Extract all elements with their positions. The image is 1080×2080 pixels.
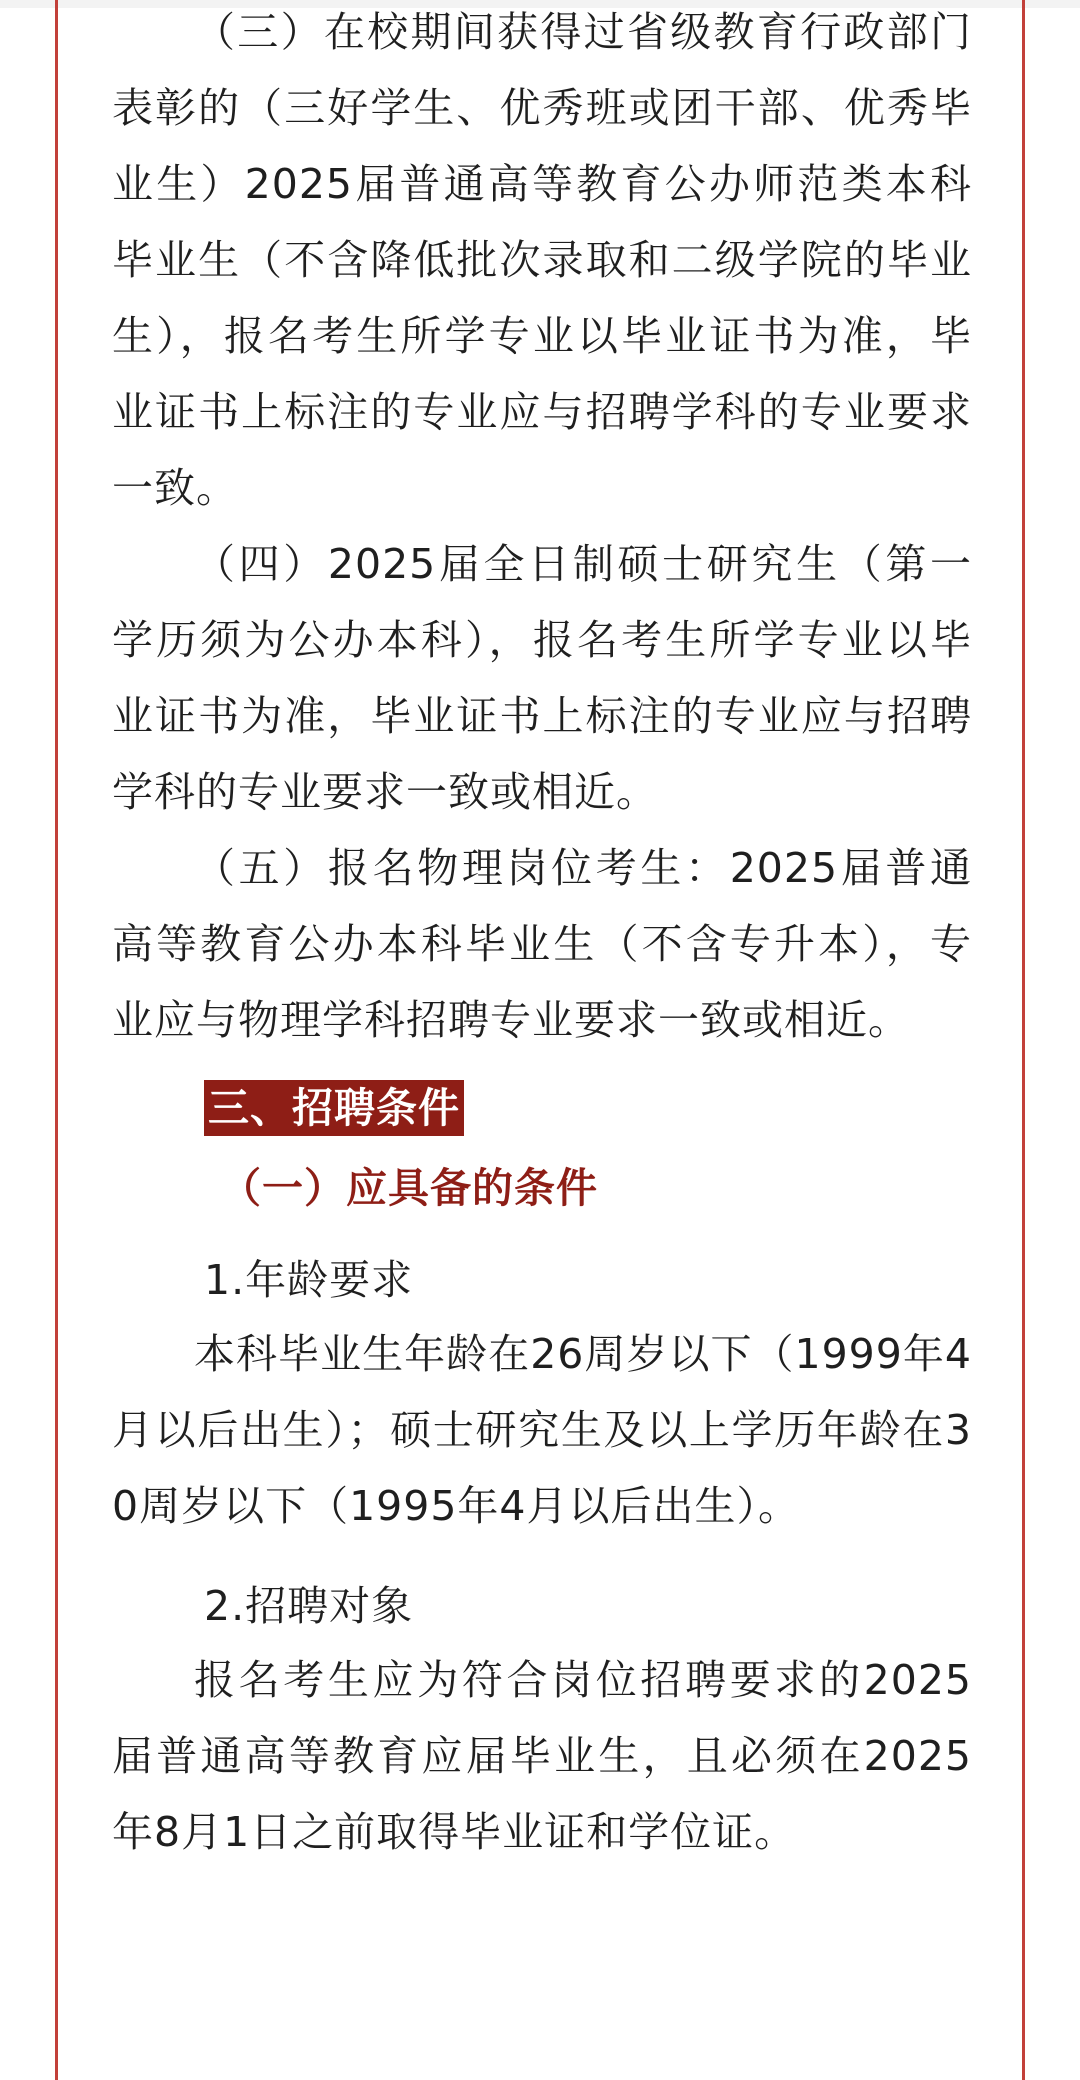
- section-heading: 三、招聘条件: [204, 1080, 464, 1136]
- paragraph-5: （五）报名物理岗位考生：2025届普通高等教育公办本科毕业生（不含专升本），专业应与物理学科招聘专业要求一致或相近。: [112, 844, 972, 1044]
- item-text-target: 报名考生应为符合岗位招聘要求的2025届普通高等教育应届毕业生，且必须在2025年8月1日之前取得毕业证和学位证。: [112, 1656, 972, 1856]
- item-text-age: 本科毕业生年龄在26周岁以下（1999年4月以后出生）；硕士研究生及以上学历年龄在30周岁以下（1995年4月以后出生）。: [112, 1330, 972, 1530]
- sub-heading: （一）应具备的条件: [220, 1164, 598, 1212]
- right-border-line: [1022, 0, 1025, 2080]
- item-title-target: 2.招聘对象: [204, 1582, 414, 1630]
- paragraph-3: （三）在校期间获得过省级教育行政部门表彰的（三好学生、优秀班或团干部、优秀毕业生）2025届普通高等教育公办师范类本科毕业生（不含降低批次录取和二级学院的毕业生），报名考生所学专业以毕业证书为准，毕业证书上标注的专业应与招聘学科的专业要求一致。: [112, 8, 972, 512]
- left-border-line: [55, 0, 58, 2080]
- section-heading-wrap: [112, 1058, 972, 1136]
- item-title-age: 1.年龄要求: [204, 1256, 414, 1304]
- paragraph-4: （四）2025届全日制硕士研究生（第一学历须为公办本科），报名考生所学专业以毕业证书为准，毕业证书上标注的专业应与招聘学科的专业要求一致或相近。: [112, 540, 972, 816]
- article-content: [112, 0, 972, 1870]
